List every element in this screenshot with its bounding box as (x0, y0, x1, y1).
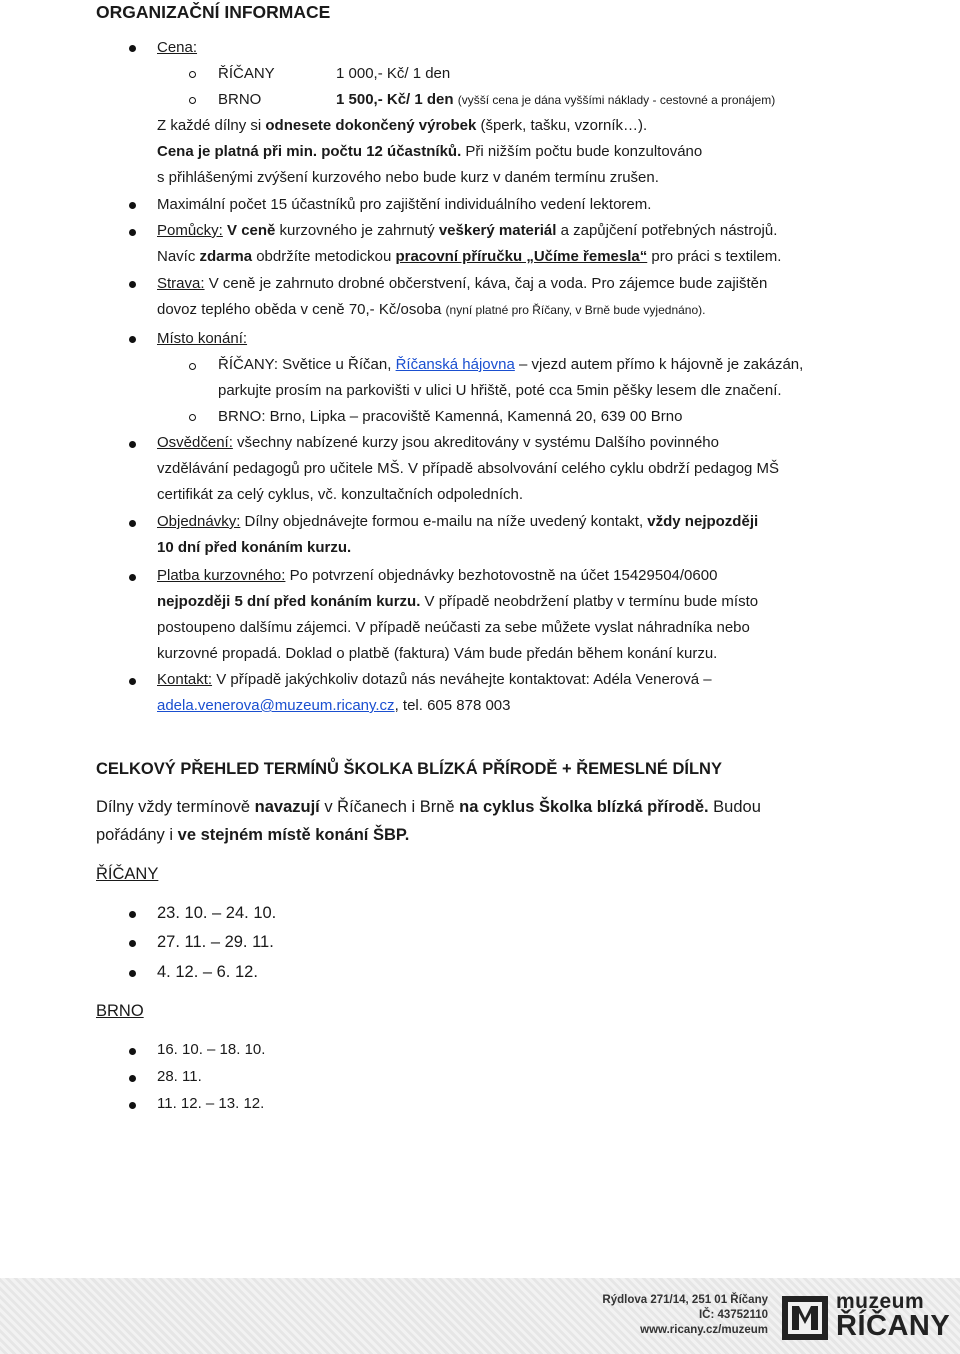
ricany-date: 27. 11. – 29. 11. (157, 933, 274, 951)
bullet-icon (129, 202, 136, 209)
objednavky-text-2: 10 dní před konáním kurzu. (157, 539, 352, 556)
logo-text-bottom: ŘÍČANY (836, 1310, 951, 1342)
circle-bullet-icon (189, 363, 196, 370)
circle-bullet-icon (189, 71, 196, 78)
logo-text-top: muzeum (836, 1290, 925, 1313)
bullet-icon (129, 1075, 136, 1082)
misto-label: Místo konání: (157, 330, 248, 347)
ricanska-hajovna-link[interactable]: Říčanská hájovna (395, 356, 515, 373)
osvedceni-text: Osvědčení: všechny nabízené kurzy jsou akreditovány v systému Dalšího povinného (157, 434, 719, 451)
misto-ricany-text-2: parkujte prosím na parkovišti v ulici U hřiště, poté cca 5min pěšky lesem dle značení. (218, 382, 782, 399)
bullet-icon (129, 281, 136, 288)
platba-text-2: nejpozději 5 dní před konáním kurzu. V případě neobdržení platby v termínu bude místo (157, 593, 759, 610)
bullet-icon (129, 574, 136, 581)
overview-title: CELKOVÝ PŘEHLED TERMÍNŮ ŠKOLKA BLÍZKÁ PŘÍRODĚ + ŘEMESLNÉ DÍLNY (96, 760, 722, 778)
cena-label: Cena: (157, 39, 198, 56)
strava-text: Strava: V ceně je zahrnuto drobné občerstvení, káva, čaj a voda. Pro zájemce bude zajištěn (157, 275, 768, 292)
overview-paragraph: Dílny vždy termínově navazují v Říčanech i Brně na cyklus Školka blízká přírodě. Budou (96, 798, 761, 816)
platba-text-3: postoupeno dalšímu zájemci. V případě neúčasti za sebe můžete vyslat náhradníka nebo (157, 619, 750, 636)
brno-date: 16. 10. – 18. 10. (157, 1041, 266, 1058)
bullet-icon (129, 45, 136, 52)
footer-address: Rýdlova 271/14, 251 01 Říčany (602, 1294, 768, 1306)
navic-text: Navíc zdarma obdržíte metodickou pracovní příručku „Učíme řemesla“ pro práci s textilem. (157, 248, 782, 265)
price-valid-text-2: s přihlášenými zvýšení kurzového nebo bude kurz v daném termínu zrušen. (157, 169, 659, 186)
email-link[interactable]: adela.venerova@muzeum.ricany.cz (157, 697, 395, 714)
circle-bullet-icon (189, 414, 196, 421)
bullet-icon (129, 911, 136, 918)
ricany-date: 23. 10. – 24. 10. (157, 904, 277, 922)
bullet-icon (129, 970, 136, 977)
platba-text: Platba kurzovného: Po potvrzení objednávky bezhotovostně na účet 15429504/0600 (157, 567, 718, 584)
ricany-heading: ŘÍČANY (96, 865, 159, 883)
price-ricany-value: 1 000,- Kč/ 1 den (336, 65, 451, 82)
price-brno-value: 1 500,- Kč/ 1 den (vyšší cena je dána vyššími náklady - cestovné a pronájem) (336, 91, 776, 108)
osvedceni-text-3: certifikát za celý cyklus, vč. konzultačních odpoledních. (157, 486, 524, 503)
objednavky-text: Objednávky: Dílny objednávejte formou e-mailu na níže uvedený kontakt, vždy nejpozději (157, 513, 759, 530)
overview-paragraph-2: pořádány i ve stejném místě konání ŠBP. (96, 826, 410, 844)
max-count-text: Maximální počet 15 účastníků pro zajištění individuálního vedení lektorem. (157, 196, 652, 213)
bullet-icon (129, 441, 136, 448)
brno-heading: BRNO (96, 1002, 144, 1020)
circle-bullet-icon (189, 97, 196, 104)
bullet-icon (129, 336, 136, 343)
price-valid-text: Cena je platná při min. počtu 12 účastníků. Při nižším počtu bude konzultováno (157, 143, 703, 160)
brno-date: 11. 12. – 13. 12. (157, 1095, 265, 1112)
kontakt-text: Kontakt: V případě jakýchkoliv dotazů nás neváhejte kontaktovat: Adéla Venerová – (157, 671, 712, 688)
osvedceni-text-2: vzdělávání pedagogů pro učitele MŠ. V případě absolvování celého cyklu obdrží pedagog MŠ (157, 460, 780, 477)
strava-text-2: dovoz teplého oběda v ceně 70,- Kč/osoba (nyní platné pro Říčany, v Brně bude vyjednáno). (157, 301, 706, 318)
pomucky-text: Pomůcky: V ceně kurzovného je zahrnutý veškerý materiál a zapůjčení potřebných nástrojů. (157, 222, 778, 239)
bullet-icon (129, 678, 136, 685)
museum-logo-icon (782, 1296, 828, 1340)
misto-ricany-text: ŘÍČANY: Světice u Říčan, Říčanská hájovna – vjezd autem přímo k hájovně je zakázán, (218, 356, 804, 373)
platba-text-4: kurzovné propadá. Doklad o platbě (faktura) Vám bude předán během konání kurzu. (157, 645, 718, 662)
misto-brno-text: BRNO: Brno, Lipka – pracoviště Kamenná, Kamenná 20, 639 00 Brno (218, 408, 683, 425)
bullet-icon (129, 940, 136, 947)
price-brno-label: BRNO (218, 91, 262, 108)
bullet-icon (129, 1102, 136, 1109)
price-ricany-label: ŘÍČANY (218, 65, 275, 82)
page-title: ORGANIZAČNÍ INFORMACE (96, 2, 331, 22)
bullet-icon (129, 229, 136, 236)
bullet-icon (129, 1048, 136, 1055)
take-home-text: Z každé dílny si odnesete dokončený výrobek (šperk, tašku, vzorník…). (157, 117, 648, 134)
bullet-icon (129, 520, 136, 527)
ricany-date: 4. 12. – 6. 12. (157, 963, 258, 981)
brno-date: 28. 11. (157, 1068, 202, 1085)
footer-ic: IČ: 43752110 (698, 1309, 768, 1321)
kontakt-text-2: adela.venerova@muzeum.ricany.cz, tel. 605 878 003 (157, 697, 511, 714)
footer-web: www.ricany.cz/muzeum (640, 1324, 768, 1336)
